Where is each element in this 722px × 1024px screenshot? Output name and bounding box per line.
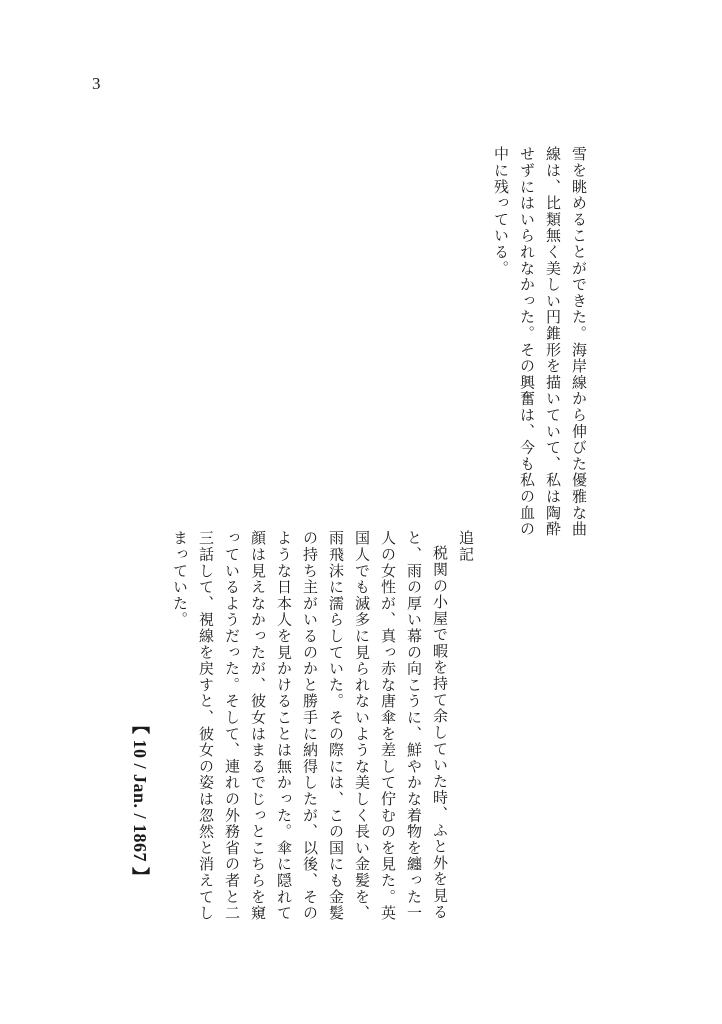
postscript-heading: 追記 bbox=[457, 530, 475, 563]
text-line: 線は、比類無く美しい円錐形を描いていて、私は陶酔 bbox=[544, 146, 562, 538]
text-line: 三話して、視線を戻すと、彼女の姿は忽然と消えてし bbox=[197, 530, 215, 922]
text-line: 顔は見えなかったが、彼女はまるでじっとこちらを窺 bbox=[249, 530, 267, 922]
text-line: 人の女性が、真っ赤な唐傘を差して佇むのを見た。英 bbox=[379, 530, 397, 922]
text-line: まっていた。 bbox=[171, 530, 189, 628]
text-line: 雨飛沫に濡らしていた。その際には、この国にも金髪 bbox=[327, 530, 345, 922]
diary-text-block bbox=[488, 146, 592, 537]
text-line: 国人でも滅多に見られないような美しく長い金髪を、 bbox=[353, 530, 371, 922]
text-line: と、雨の厚い幕の向こうに、鮮やかな着物を纏った一 bbox=[405, 530, 423, 922]
text-line: の持ち主がいるのかと勝手に納得したが、以後、その bbox=[301, 530, 319, 922]
date-line: 【 10 / Jan. / 1867 】 bbox=[130, 716, 150, 886]
text-line: 税関の小屋で暇を持て余していた時、ふと外を見る bbox=[431, 545, 449, 920]
postscript-block bbox=[167, 530, 479, 921]
text-line: せずにはいられなかった。その興奮は、今も私の血の bbox=[518, 146, 536, 538]
text-line: 雪を眺めることができた。海岸線から伸びた優雅な曲 bbox=[570, 146, 588, 538]
text-line: っているようだった。そして、連れの外務省の者と二 bbox=[223, 530, 241, 922]
text-line: 中に残っている。 bbox=[492, 146, 510, 277]
page-number: 3 bbox=[92, 74, 101, 93]
text-line: ような日本人を見かけることは無かった。傘に隠れて bbox=[275, 530, 293, 922]
